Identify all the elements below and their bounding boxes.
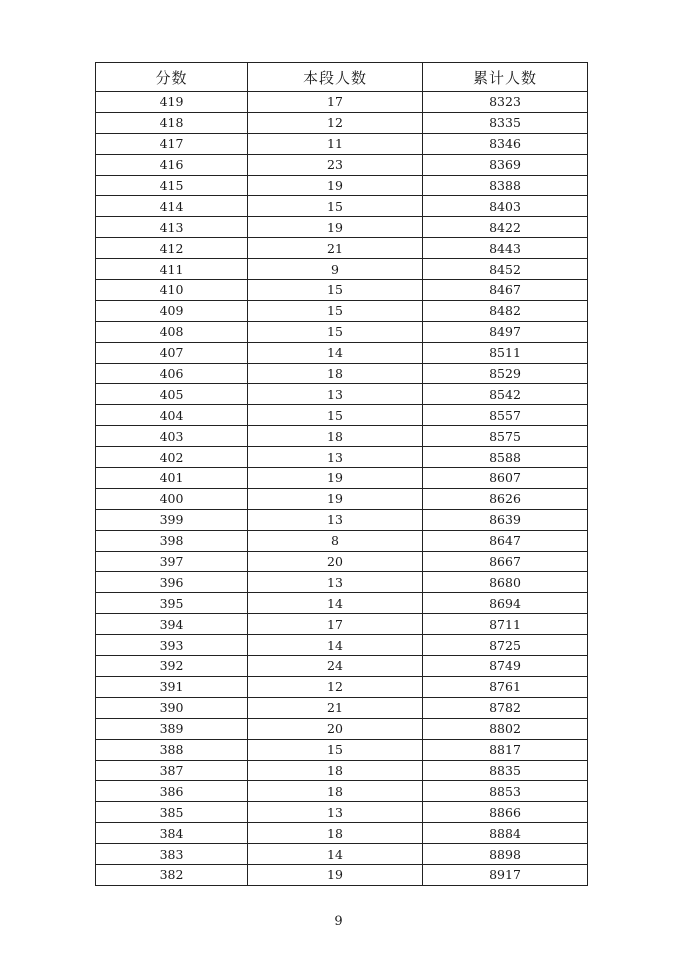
segment-count-cell: 13 [248, 447, 423, 468]
cumulative-count-cell: 8452 [423, 259, 588, 280]
segment-count-cell: 9 [248, 259, 423, 280]
score-cell: 392 [96, 656, 248, 677]
segment-count-cell: 20 [248, 718, 423, 739]
cumulative-count-cell: 8802 [423, 718, 588, 739]
cumulative-count-cell: 8335 [423, 112, 588, 133]
score-cell: 396 [96, 572, 248, 593]
segment-count-cell: 8 [248, 530, 423, 551]
cumulative-count-cell: 8866 [423, 802, 588, 823]
cumulative-count-cell: 8782 [423, 697, 588, 718]
score-cell: 382 [96, 864, 248, 885]
cumulative-count-cell: 8557 [423, 405, 588, 426]
table-row [96, 280, 588, 301]
score-cell: 411 [96, 259, 248, 280]
score-cell: 414 [96, 196, 248, 217]
score-cell: 387 [96, 760, 248, 781]
cumulative-count-cell: 8467 [423, 280, 588, 301]
segment-count-cell: 14 [248, 342, 423, 363]
segment-count-cell: 15 [248, 321, 423, 342]
segment-count-cell: 20 [248, 551, 423, 572]
cumulative-count-cell: 8680 [423, 572, 588, 593]
table-row [96, 530, 588, 551]
table-row [96, 823, 588, 844]
score-cell: 401 [96, 468, 248, 489]
score-cell: 388 [96, 739, 248, 760]
score-cell: 403 [96, 426, 248, 447]
table-row [96, 133, 588, 154]
table-header [96, 63, 588, 92]
score-cell: 409 [96, 300, 248, 321]
segment-count-cell: 21 [248, 238, 423, 259]
table-row [96, 426, 588, 447]
score-cell: 399 [96, 509, 248, 530]
segment-count-cell: 15 [248, 739, 423, 760]
table-row [96, 802, 588, 823]
cumulative-count-cell: 8575 [423, 426, 588, 447]
segment-count-cell: 18 [248, 363, 423, 384]
score-cell: 415 [96, 175, 248, 196]
cumulative-count-cell: 8482 [423, 300, 588, 321]
score-cell: 391 [96, 676, 248, 697]
table-row [96, 488, 588, 509]
segment-count-cell: 19 [248, 864, 423, 885]
table-row [96, 593, 588, 614]
cumulative-count-cell: 8917 [423, 864, 588, 885]
table-row [96, 864, 588, 885]
segment-count-cell: 14 [248, 635, 423, 656]
score-cell: 393 [96, 635, 248, 656]
cumulative-count-cell: 8388 [423, 175, 588, 196]
segment-count-cell: 15 [248, 405, 423, 426]
table-body [96, 92, 588, 886]
score-cell: 400 [96, 488, 248, 509]
table-row [96, 739, 588, 760]
cumulative-count-cell: 8835 [423, 760, 588, 781]
table-row [96, 196, 588, 217]
table-row [96, 760, 588, 781]
header-row [96, 63, 588, 92]
segment-count-cell: 13 [248, 384, 423, 405]
table-row [96, 635, 588, 656]
segment-count-cell: 14 [248, 593, 423, 614]
score-cell: 385 [96, 802, 248, 823]
cumulative-count-cell: 8588 [423, 447, 588, 468]
cumulative-count-cell: 8694 [423, 593, 588, 614]
cumulative-count-cell: 8323 [423, 92, 588, 113]
header-cumulative-count: 累计人数 [423, 63, 588, 92]
score-cell: 384 [96, 823, 248, 844]
cumulative-count-cell: 8369 [423, 154, 588, 175]
table-row [96, 718, 588, 739]
score-cell: 410 [96, 280, 248, 301]
segment-count-cell: 17 [248, 92, 423, 113]
table-row [96, 384, 588, 405]
segment-count-cell: 17 [248, 614, 423, 635]
cumulative-count-cell: 8403 [423, 196, 588, 217]
cumulative-count-cell: 8884 [423, 823, 588, 844]
score-cell: 419 [96, 92, 248, 113]
segment-count-cell: 13 [248, 572, 423, 593]
table-row [96, 509, 588, 530]
cumulative-count-cell: 8626 [423, 488, 588, 509]
cumulative-count-cell: 8647 [423, 530, 588, 551]
table-row [96, 676, 588, 697]
score-cell: 417 [96, 133, 248, 154]
segment-count-cell: 21 [248, 697, 423, 718]
segment-count-cell: 23 [248, 154, 423, 175]
cumulative-count-cell: 8542 [423, 384, 588, 405]
table-row [96, 781, 588, 802]
segment-count-cell: 18 [248, 426, 423, 447]
segment-count-cell: 11 [248, 133, 423, 154]
segment-count-cell: 19 [248, 175, 423, 196]
table-row [96, 405, 588, 426]
score-cell: 406 [96, 363, 248, 384]
cumulative-count-cell: 8761 [423, 676, 588, 697]
segment-count-cell: 19 [248, 468, 423, 489]
table-row [96, 614, 588, 635]
table-row [96, 551, 588, 572]
table-row [96, 321, 588, 342]
cumulative-count-cell: 8749 [423, 656, 588, 677]
table-row [96, 112, 588, 133]
table-row [96, 447, 588, 468]
score-cell: 398 [96, 530, 248, 551]
score-cell: 408 [96, 321, 248, 342]
cumulative-count-cell: 8639 [423, 509, 588, 530]
table-row [96, 154, 588, 175]
score-cell: 402 [96, 447, 248, 468]
score-cell: 413 [96, 217, 248, 238]
segment-count-cell: 19 [248, 217, 423, 238]
table-row [96, 572, 588, 593]
segment-count-cell: 13 [248, 802, 423, 823]
segment-count-cell: 13 [248, 509, 423, 530]
page-number: 9 [334, 914, 343, 929]
segment-count-cell: 12 [248, 676, 423, 697]
segment-count-cell: 19 [248, 488, 423, 509]
table-row [96, 300, 588, 321]
score-cell: 390 [96, 697, 248, 718]
score-cell: 383 [96, 844, 248, 865]
score-cell: 405 [96, 384, 248, 405]
table-row [96, 468, 588, 489]
table-row [96, 92, 588, 113]
segment-count-cell: 15 [248, 280, 423, 301]
segment-count-cell: 15 [248, 196, 423, 217]
table-row [96, 217, 588, 238]
cumulative-count-cell: 8667 [423, 551, 588, 572]
cumulative-count-cell: 8422 [423, 217, 588, 238]
score-cell: 395 [96, 593, 248, 614]
segment-count-cell: 12 [248, 112, 423, 133]
score-cell: 394 [96, 614, 248, 635]
cumulative-count-cell: 8817 [423, 739, 588, 760]
cumulative-count-cell: 8725 [423, 635, 588, 656]
cumulative-count-cell: 8607 [423, 468, 588, 489]
score-cell: 397 [96, 551, 248, 572]
score-cell: 407 [96, 342, 248, 363]
header-segment-count: 本段人数 [248, 63, 423, 92]
cumulative-count-cell: 8853 [423, 781, 588, 802]
cumulative-count-cell: 8898 [423, 844, 588, 865]
table-row [96, 363, 588, 384]
segment-count-cell: 18 [248, 781, 423, 802]
segment-count-cell: 14 [248, 844, 423, 865]
segment-count-cell: 18 [248, 823, 423, 844]
score-cell: 412 [96, 238, 248, 259]
cumulative-count-cell: 8511 [423, 342, 588, 363]
cumulative-count-cell: 8711 [423, 614, 588, 635]
cumulative-count-cell: 8346 [423, 133, 588, 154]
cumulative-count-cell: 8529 [423, 363, 588, 384]
score-cell: 416 [96, 154, 248, 175]
header-score: 分数 [96, 63, 248, 92]
table-row [96, 259, 588, 280]
score-cell: 389 [96, 718, 248, 739]
score-cell: 418 [96, 112, 248, 133]
table-row [96, 238, 588, 259]
segment-count-cell: 15 [248, 300, 423, 321]
score-distribution-table [95, 62, 588, 886]
table-row [96, 697, 588, 718]
cumulative-count-cell: 8497 [423, 321, 588, 342]
score-cell: 404 [96, 405, 248, 426]
segment-count-cell: 24 [248, 656, 423, 677]
score-cell: 386 [96, 781, 248, 802]
segment-count-cell: 18 [248, 760, 423, 781]
table-row [96, 656, 588, 677]
table-row [96, 175, 588, 196]
table-row [96, 844, 588, 865]
cumulative-count-cell: 8443 [423, 238, 588, 259]
table-row [96, 342, 588, 363]
